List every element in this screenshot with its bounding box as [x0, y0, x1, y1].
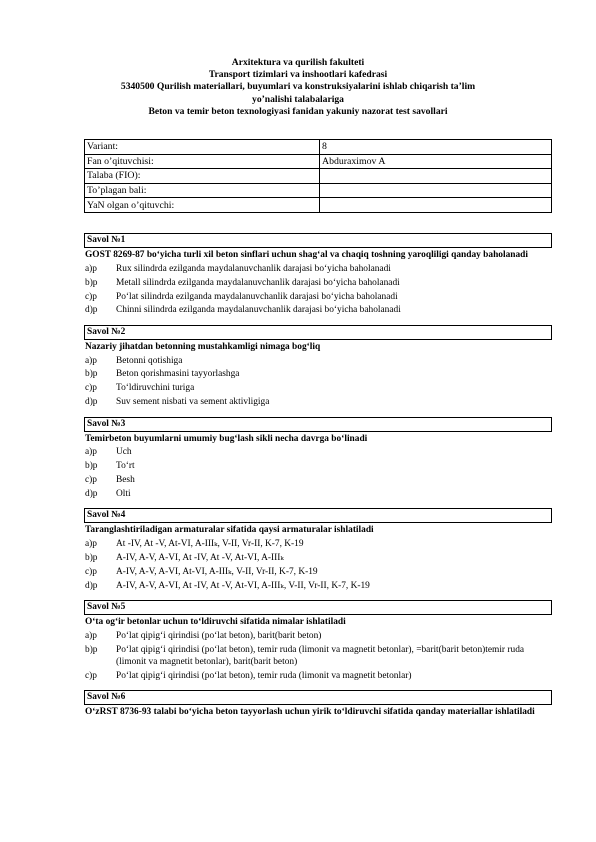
option-text: To‘ldiruvchini turiga: [116, 383, 195, 394]
info-value: 8: [320, 140, 552, 155]
faculty-title: Arxitektura va qurilish fakulteti: [231, 57, 365, 68]
answer-option: [84, 446, 552, 458]
info-value: [320, 169, 552, 184]
info-label: Fan o’qituvchisi:: [85, 154, 320, 169]
info-table: [84, 139, 552, 213]
question-block: [84, 417, 552, 509]
option-text: Beton qorishmasini tayyorlashga: [116, 369, 240, 380]
answer-option: [84, 552, 552, 564]
option-text: Olti: [116, 489, 131, 499]
question-title: Savol №1: [84, 233, 552, 248]
option-label: c)p: [85, 566, 97, 577]
question-block: [84, 325, 552, 417]
option-text: Po‘lat qipig‘i qirindisi (po‘lat beton), barit(barit beton): [116, 630, 322, 641]
option-text: Chinni silindrda ezilganda maydalanuvchanlik darajasi bo‘yicha baholanadi: [116, 305, 401, 316]
program-title-cont: yo’nalishi talabalariga: [252, 93, 344, 105]
option-text: At -IV, At -V, At-VI, A-IIIₖ, V-II, Vr-II, K-7, K-19: [116, 539, 304, 550]
info-row: [85, 140, 552, 155]
info-label: Talaba (FIO):: [85, 169, 320, 184]
answer-option: [84, 538, 552, 550]
info-row: [85, 198, 552, 213]
question-title: Savol №4: [84, 508, 552, 523]
option-label: c)p: [85, 383, 97, 394]
option-text: Po‘lat silindrda ezilganda maydalanuvchanlik darajasi bo‘yicha baholanadi: [116, 291, 398, 302]
option-label: a)p: [85, 447, 97, 458]
option-label: b)p: [85, 644, 98, 655]
answer-option: [84, 630, 552, 642]
question-block: [84, 600, 552, 690]
option-label: c)p: [85, 670, 97, 681]
option-text: Metall silindrda ezilganda maydalanuvchanlik darajasi bo‘yicha baholanadi: [116, 277, 400, 288]
question-text: O‘ta og‘ir betonlar uchun to‘ldiruvchi sifatida nimalar ishlatiladi: [85, 617, 346, 628]
option-label: d)p: [85, 489, 98, 499]
question-block: [84, 508, 552, 600]
question-block: [84, 233, 552, 325]
answer-option: [84, 580, 552, 592]
option-text: A-IV, A-V, A-VI, At -IV, At -V, At-VI, A-IIIₖ: [116, 552, 284, 563]
answer-option: [84, 263, 552, 275]
program-title: 5340500 Qurilish materiallari, buyumlari va konstruksiyalarini ishlab chiqarish ta’lim: [120, 81, 476, 93]
info-label: Variant:: [85, 140, 320, 155]
option-text: To‘rt: [116, 461, 135, 472]
question-title: Savol №5: [84, 600, 552, 615]
option-label: a)p: [85, 263, 97, 274]
answer-option: [84, 460, 552, 472]
answer-option: [84, 382, 552, 394]
answer-option: [84, 304, 552, 316]
option-text: Besh: [116, 475, 135, 486]
question-title: Savol №2: [84, 325, 552, 340]
info-row: [85, 169, 552, 184]
test-title: Beton va temir beton texnologiyasi fanidan yakuniy nazorat test savollari: [148, 105, 448, 117]
answer-option: [84, 566, 552, 578]
info-label: To’plagan bali:: [85, 183, 320, 198]
answer-option: [84, 368, 552, 380]
option-label: b)p: [85, 277, 98, 288]
option-label: b)p: [85, 552, 98, 563]
department-title: Transport tizimlari va inshootlari kafedrasi: [208, 69, 388, 81]
option-text: Betonni qotishiga: [116, 355, 183, 366]
option-label: a)p: [85, 539, 97, 550]
option-text: Po‘lat qipig‘i qirindisi (po‘lat beton), temir ruda (limonit va magnetit betonlar): [116, 670, 412, 681]
answer-option: [84, 355, 552, 367]
answer-option: [84, 644, 552, 669]
info-row: [85, 154, 552, 169]
question-block: [84, 690, 552, 718]
option-text: Po‘lat qipig‘i qirindisi (po‘lat beton), temir ruda (limonit va magnetit betonlar), =barit(barit beton)temir ruda (limonit va magnetit betonlar), barit(barit beton): [116, 644, 525, 668]
answer-option: [84, 277, 552, 289]
info-row: [85, 183, 552, 198]
question-text: Nazariy jihatdan betonning mustahkamligi nimaga bog‘liq: [85, 341, 321, 352]
answer-option: [84, 396, 552, 408]
option-text: A-IV, A-V, A-VI, At -IV, At -V, At-VI, A-IIIₖ, V-II, Vr-II, K-7, K-19: [116, 580, 370, 591]
question-text: GOST 8269-87 bo‘yicha turli xil beton sinflari uchun shag‘al va chaqiq toshning yaroqliligi qanday baholanadi: [85, 250, 528, 260]
option-label: c)p: [85, 475, 97, 486]
option-label: b)p: [85, 369, 98, 380]
option-label: d)p: [85, 580, 98, 591]
info-label: YaN olgan o’qituvchi:: [85, 198, 320, 213]
question-text: Taranglashtiriladigan armaturalar sifatida qaysi armaturalar ishlatiladi: [85, 525, 374, 536]
option-text: Uch: [116, 447, 132, 458]
question-text: O‘zRST 8736-93 talabi bo‘yicha beton tayyorlash uchun yirik to‘ldiruvchi sifatida qanday materiallar ishlatiladi: [85, 707, 535, 718]
option-text: Suv sement nisbati va sement aktivligiga: [116, 397, 270, 408]
option-text: Rux silindrda ezilganda maydalanuvchanlik darajasi bo‘yicha baholanadi: [116, 263, 391, 274]
option-label: a)p: [85, 630, 97, 641]
option-label: d)p: [85, 305, 98, 316]
answer-option: [84, 488, 552, 500]
info-value: Abduraximov A: [320, 154, 552, 169]
info-value: [320, 183, 552, 198]
answer-option: [84, 474, 552, 486]
option-label: b)p: [85, 461, 98, 472]
question-text: Temirbeton buyumlarni umumiy bug‘lash sikli necha davrga bo‘linadi: [85, 433, 368, 444]
option-label: c)p: [85, 291, 97, 302]
questions-list: [84, 233, 552, 718]
question-title: Savol №3: [84, 417, 552, 432]
question-title: Savol №6: [84, 690, 552, 705]
answer-option: [84, 291, 552, 303]
info-value: [320, 198, 552, 213]
option-text: A-IV, A-V, A-VI, At-VI, A-IIIₖ, V-II, Vr-II, K-7, K-19: [116, 566, 318, 577]
document-header: [60, 57, 536, 118]
option-label: d)p: [85, 397, 98, 408]
answer-option: [84, 670, 552, 682]
option-label: a)p: [85, 355, 97, 366]
